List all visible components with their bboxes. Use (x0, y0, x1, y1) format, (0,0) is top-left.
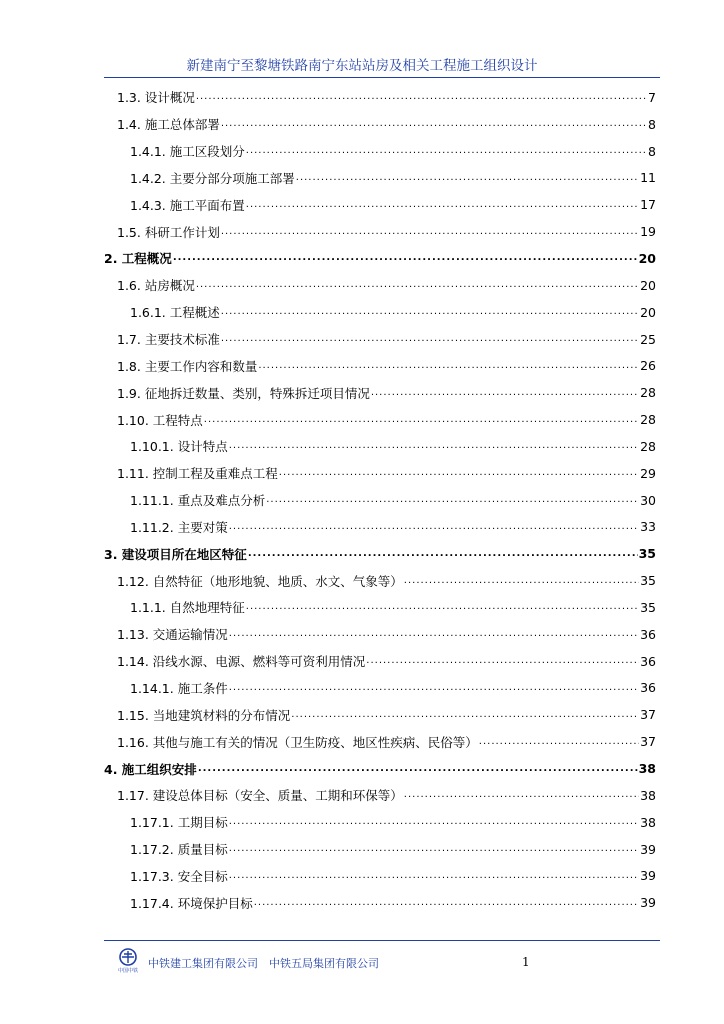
toc-entry[interactable] (104, 326, 656, 353)
toc-dot-leader (404, 786, 639, 804)
toc-entry-title: 2. 工程概况 (104, 251, 172, 267)
toc-entry-title: 1.16. 其他与施工有关的情况（卫生防疫、地区性疾病、民俗等） (117, 734, 478, 750)
toc-entry-title: 1.10.1. 设计特点 (130, 439, 228, 455)
toc-entry-title: 1.11.2. 主要对策 (130, 519, 228, 535)
crec-logo-icon (114, 947, 142, 973)
toc-dot-leader (221, 115, 647, 133)
toc-entry-title: 1.11.1. 重点及难点分析 (130, 493, 266, 509)
toc-entry[interactable] (104, 862, 656, 889)
toc-entry[interactable] (104, 728, 656, 755)
toc-entry[interactable] (104, 594, 656, 621)
toc-entry[interactable] (104, 701, 656, 728)
toc-entry-page: 35 (640, 573, 656, 589)
toc-entry[interactable] (104, 352, 656, 379)
toc-dot-leader (371, 384, 639, 402)
toc-dot-leader (279, 464, 639, 482)
toc-entry-title: 1.3. 设计概况 (117, 90, 195, 106)
toc-entry[interactable] (104, 460, 656, 487)
toc-entry[interactable] (104, 648, 656, 675)
toc-entry-page: 26 (640, 358, 656, 374)
toc-entry-page: 28 (640, 438, 656, 454)
toc-entry-title: 1.1.1. 自然地理特征 (130, 600, 245, 616)
toc-entry-page: 37 (640, 734, 656, 750)
toc-dot-leader (248, 545, 638, 563)
toc-dot-leader (196, 276, 639, 294)
toc-entry-page: 25 (640, 331, 656, 347)
toc-entry-page: 19 (640, 224, 656, 240)
toc-entry[interactable] (104, 836, 656, 863)
toc-dot-leader (246, 196, 639, 214)
toc-entry-title: 1.17.3. 安全目标 (130, 868, 228, 884)
toc-entry-page: 37 (640, 707, 656, 723)
toc-entry-page: 36 (640, 626, 656, 642)
toc-entry-page: 35 (638, 546, 656, 562)
toc-entry-page: 11 (640, 170, 656, 186)
footer-divider (104, 940, 660, 941)
toc-dot-leader (479, 733, 639, 751)
toc-entry-title: 1.4.2. 主要分部分项施工部署 (130, 170, 295, 186)
toc-entry-title: 1.17.1. 工期目标 (130, 815, 228, 831)
toc-entry-title: 1.5. 科研工作计划 (117, 224, 220, 240)
toc-entry-page: 30 (640, 492, 656, 508)
toc-entry-page: 8 (648, 116, 656, 132)
toc-entry[interactable] (104, 433, 656, 460)
toc-entry-page: 29 (640, 465, 656, 481)
toc-entry[interactable] (104, 567, 656, 594)
toc-entry[interactable] (104, 540, 656, 567)
toc-entry-title: 1.7. 主要技术标准 (117, 332, 220, 348)
toc-entry-page: 20 (640, 304, 656, 320)
toc-entry[interactable] (104, 191, 656, 218)
toc-entry[interactable] (104, 621, 656, 648)
toc-entry[interactable] (104, 379, 656, 406)
toc-dot-leader (221, 303, 639, 321)
header-title: 新建南宁至黎塘铁路南宁东站站房及相关工程施工组织设计 (186, 58, 538, 74)
toc-entry-page: 33 (640, 519, 656, 535)
toc-entry[interactable] (104, 889, 656, 916)
toc-dot-leader (404, 572, 639, 590)
toc-entry-title: 1.14. 沿线水源、电源、燃料等可资利用情况 (117, 654, 366, 670)
toc-entry-title: 1.14.1. 施工条件 (130, 680, 228, 696)
toc-entry-title: 1.11. 控制工程及重难点工程 (117, 466, 278, 482)
header-divider (104, 77, 660, 78)
toc-dot-leader (246, 142, 647, 160)
toc-entry[interactable] (104, 218, 656, 245)
toc-entry-page: 38 (640, 787, 656, 803)
toc-entry[interactable] (104, 138, 656, 165)
toc-entry-page: 39 (640, 895, 656, 911)
toc-entry-title: 1.15. 当地建筑材料的分布情况 (117, 707, 291, 723)
toc-entry-title: 1.17.4. 环境保护目标 (130, 895, 253, 911)
toc-entry-page: 38 (640, 814, 656, 830)
toc-dot-leader (229, 867, 639, 885)
toc-dot-leader (258, 357, 639, 375)
toc-dot-leader (229, 679, 639, 697)
toc-dot-leader (229, 840, 639, 858)
toc-entry[interactable] (104, 245, 656, 272)
toc-entry-page: 35 (640, 599, 656, 615)
toc-entry[interactable] (104, 272, 656, 299)
toc-entry[interactable] (104, 84, 656, 111)
toc-entry[interactable] (104, 755, 656, 782)
toc-dot-leader (204, 411, 639, 429)
toc-dot-leader (229, 518, 639, 536)
toc-dot-leader (221, 330, 639, 348)
toc-entry-page: 39 (640, 868, 656, 884)
toc-entry-page: 28 (640, 412, 656, 428)
toc-entry[interactable] (104, 487, 656, 514)
toc-entry-title: 1.4. 施工总体部署 (117, 117, 220, 133)
toc-entry-page: 7 (648, 89, 656, 105)
footer-company: 中铁建工集团有限公司 中铁五局集团有限公司 (148, 957, 379, 970)
toc-dot-leader (366, 652, 639, 670)
toc-dot-leader (221, 223, 639, 241)
toc-entry-page: 28 (640, 385, 656, 401)
toc-entry-title: 1.13. 交通运输情况 (117, 627, 228, 643)
toc-entry-page: 38 (638, 761, 656, 777)
table-of-contents (104, 84, 656, 916)
toc-entry-title: 4. 施工组织安排 (104, 761, 197, 777)
toc-entry[interactable] (104, 782, 656, 809)
toc-dot-leader (198, 760, 638, 778)
toc-entry-title: 1.4.1. 施工区段划分 (130, 144, 245, 160)
toc-entry-title: 1.12. 自然特征（地形地貌、地质、水文、气象等） (117, 573, 403, 589)
toc-entry[interactable] (104, 675, 656, 702)
toc-entry-page: 39 (640, 841, 656, 857)
toc-entry-page: 36 (640, 653, 656, 669)
toc-entry-title: 1.6. 站房概况 (117, 278, 195, 294)
toc-entry[interactable] (104, 809, 656, 836)
toc-entry-page: 20 (638, 250, 656, 266)
toc-entry-title: 1.9. 征地拆迁数量、类别，特殊拆迁项目情况 (117, 385, 370, 401)
toc-entry-title: 1.4.3. 施工平面布置 (130, 197, 245, 213)
toc-entry[interactable] (104, 514, 656, 541)
toc-entry-title: 1.8. 主要工作内容和数量 (117, 358, 258, 374)
toc-entry-page: 20 (640, 277, 656, 293)
footer-page-number: 1 (522, 955, 530, 969)
toc-entry-page: 36 (640, 680, 656, 696)
toc-entry[interactable] (104, 406, 656, 433)
toc-dot-leader (291, 706, 639, 724)
toc-entry-page: 8 (648, 143, 656, 159)
toc-entry-title: 1.6.1. 工程概述 (130, 305, 220, 321)
toc-dot-leader (196, 88, 647, 106)
toc-entry[interactable] (104, 111, 656, 138)
toc-dot-leader (296, 169, 639, 187)
toc-entry[interactable] (104, 165, 656, 192)
toc-dot-leader (229, 437, 639, 455)
toc-entry-title: 1.10. 工程特点 (117, 412, 203, 428)
toc-dot-leader (173, 249, 638, 267)
toc-entry-title: 1.17. 建设总体目标（安全、质量、工期和环保等） (117, 788, 403, 804)
toc-dot-leader (254, 894, 639, 912)
toc-entry-title: 3. 建设项目所在地区特征 (104, 546, 247, 562)
svg-text:中国中铁: 中国中铁 (117, 968, 139, 973)
toc-entry-page: 17 (640, 197, 656, 213)
toc-entry[interactable] (104, 299, 656, 326)
toc-dot-leader (266, 491, 639, 509)
toc-dot-leader (246, 598, 639, 616)
toc-dot-leader (229, 625, 639, 643)
toc-entry-title: 1.17.2. 质量目标 (130, 842, 228, 858)
toc-dot-leader (229, 813, 639, 831)
